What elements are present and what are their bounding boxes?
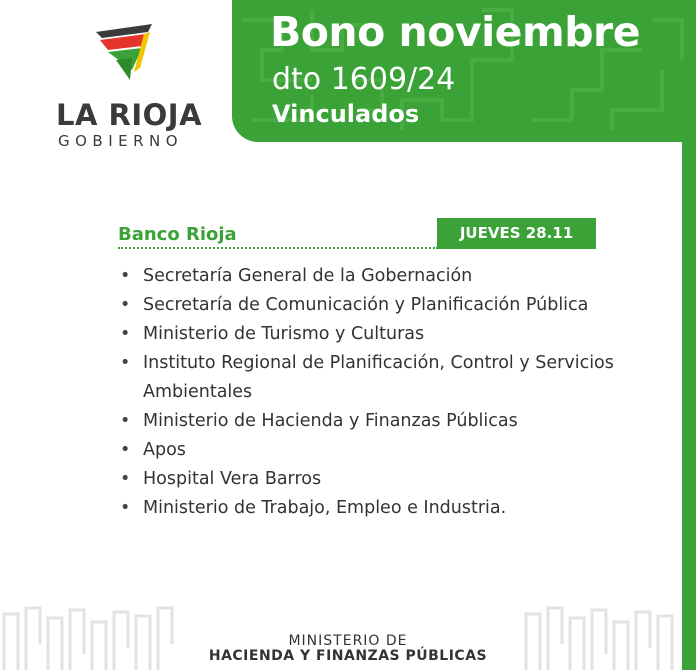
- list-item: [118, 494, 618, 523]
- bullet-icon: •: [120, 498, 131, 518]
- bullet-icon: •: [120, 295, 131, 315]
- footer-ministry-line2: HACIENDA Y FINANZAS PÚBLICAS: [208, 648, 488, 664]
- dotted-divider: [118, 247, 438, 249]
- list-item: [118, 320, 618, 349]
- list-item-text: Ministerio de Trabajo, Empleo e Industria.: [143, 498, 507, 518]
- list-item-text: Ministerio de Hacienda y Finanzas Públicas: [143, 411, 518, 431]
- list-item-text: Hospital Vera Barros: [143, 469, 322, 489]
- list-item-text: Secretaría de Comunicación y Planificación Pública: [143, 295, 589, 315]
- header-title: Bono noviembre: [270, 8, 641, 56]
- list-item: [118, 349, 618, 407]
- logo-name: LA RIOJA: [56, 98, 203, 132]
- bullet-icon: •: [120, 353, 131, 373]
- la-rioja-logo-icon: [88, 20, 160, 92]
- logo-subtitle: GOBIERNO: [58, 132, 184, 150]
- bullet-icon: •: [120, 469, 131, 489]
- bullet-icon: •: [120, 324, 131, 344]
- list-item: [118, 465, 618, 494]
- bullet-icon: •: [120, 440, 131, 460]
- list-item-text: Secretaría General de la Gobernación: [143, 266, 473, 286]
- footer-ministry-line1: MINISTERIO DE: [288, 633, 408, 649]
- date-badge: JUEVES 28.11: [437, 218, 596, 249]
- organism-list: [118, 262, 618, 523]
- list-item-text: Apos: [143, 440, 186, 460]
- right-accent-strip: [682, 120, 696, 670]
- header-decree: dto 1609/24: [272, 62, 456, 97]
- header-group: Vinculados: [272, 100, 420, 128]
- list-item: [118, 262, 618, 291]
- list-item: [118, 291, 618, 320]
- list-item-text: Instituto Regional de Planificación, Control y Servicios Ambientales: [143, 353, 614, 402]
- bank-label: Banco Rioja: [118, 224, 237, 245]
- list-item: [118, 436, 618, 465]
- list-item: [118, 407, 618, 436]
- bullet-icon: •: [120, 266, 131, 286]
- bullet-icon: •: [120, 411, 131, 431]
- list-item-text: Ministerio de Turismo y Culturas: [143, 324, 425, 344]
